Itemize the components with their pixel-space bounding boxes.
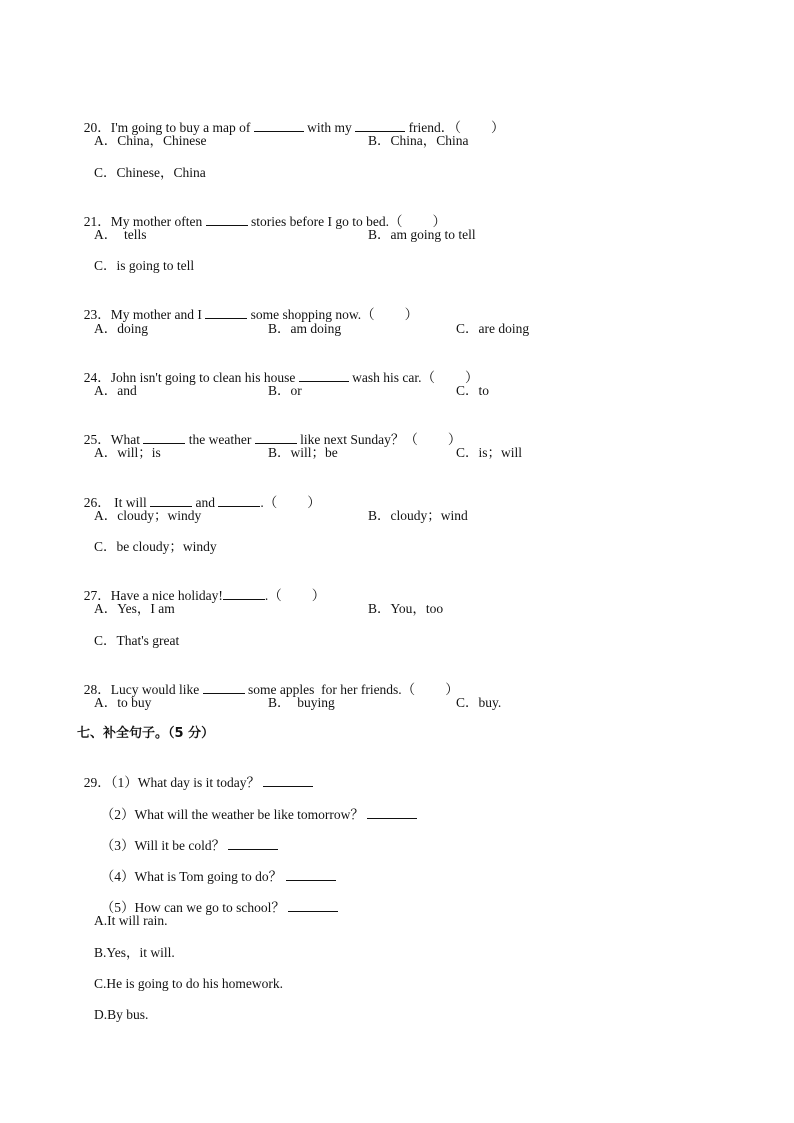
- option-a[interactable]: A．doing: [94, 321, 148, 336]
- question-28: 28．Lucy would like some apples for her friends.（ ）: [83, 682, 459, 697]
- answer-blank[interactable]: [367, 806, 417, 819]
- option-b[interactable]: B．China，China: [368, 133, 469, 148]
- option-b[interactable]: B．or: [268, 383, 302, 398]
- answer-blank[interactable]: [143, 431, 185, 444]
- question-25: 25．What the weather like next Sunday？（ ）: [83, 432, 462, 447]
- option-b[interactable]: B．am doing: [268, 321, 342, 336]
- answer-blank[interactable]: [150, 494, 192, 507]
- option-b[interactable]: B．am going to tell: [368, 227, 476, 242]
- option-b[interactable]: B．will；be: [268, 445, 338, 460]
- option-b[interactable]: B．cloudy；wind: [368, 508, 468, 523]
- sub-question: （2）What will the weather be like tomorrow？: [94, 788, 417, 824]
- answer-blank[interactable]: [206, 213, 248, 226]
- option-b[interactable]: B．You，too: [368, 601, 444, 616]
- answer-blank[interactable]: [205, 306, 247, 319]
- answer-blank[interactable]: [228, 837, 278, 850]
- option-c[interactable]: C．buy.: [456, 695, 502, 710]
- option-c[interactable]: C．be cloudy；windy: [94, 539, 217, 554]
- option-a[interactable]: A．cloudy；windy: [94, 508, 202, 523]
- answer-option: A.It will rain.: [94, 913, 168, 928]
- question-27: 27．Have a nice holiday! .（ ）: [83, 588, 326, 603]
- answer-blank[interactable]: [218, 494, 260, 507]
- sub-question: （3）Will it be cold？: [94, 819, 278, 855]
- answer-blank[interactable]: [355, 119, 405, 132]
- answer-blank[interactable]: [286, 868, 336, 881]
- sub-question: （4）What is Tom going to do？: [94, 850, 336, 886]
- question-26: 26． It will and .（ ）: [83, 495, 321, 510]
- answer-option: D.By bus.: [94, 1007, 149, 1022]
- section-title: 七、补全句子。（5 分）: [77, 726, 215, 741]
- option-a[interactable]: A． tells: [94, 227, 147, 242]
- answer-blank[interactable]: [288, 899, 338, 912]
- option-a[interactable]: A．will；is: [94, 445, 161, 460]
- answer-blank[interactable]: [203, 681, 245, 694]
- option-c[interactable]: C．to: [456, 383, 490, 398]
- sub-question: （5）How can we go to school？: [94, 881, 338, 917]
- answer-option: B.Yes，it will.: [94, 945, 175, 960]
- option-c[interactable]: C．are doing: [456, 321, 530, 336]
- answer-blank[interactable]: [299, 369, 349, 382]
- answer-blank[interactable]: [254, 119, 304, 132]
- answer-blank[interactable]: [255, 431, 297, 444]
- option-a[interactable]: A．and: [94, 383, 137, 398]
- answer-blank[interactable]: [223, 587, 265, 600]
- option-c[interactable]: C．Chinese，China: [94, 165, 206, 180]
- answer-option: C.He is going to do his homework.: [94, 976, 283, 991]
- answer-blank[interactable]: [263, 774, 313, 787]
- question-21: 21．My mother often stories before I go to bed.（ ）: [83, 214, 446, 229]
- option-a[interactable]: A．China，Chinese: [94, 133, 207, 148]
- option-a[interactable]: A．Yes，I am: [94, 601, 175, 616]
- question-29: 29．（1）What day is it today？: [77, 756, 313, 792]
- question-24: 24．John isn't going to clean his house wash his car.（ ）: [83, 370, 479, 385]
- question-20: 20．I'm going to buy a map of with my friend．（ ）: [83, 120, 505, 135]
- option-a[interactable]: A．to buy: [94, 695, 152, 710]
- option-b[interactable]: B． buying: [268, 695, 335, 710]
- option-c[interactable]: C．is going to tell: [94, 258, 195, 273]
- question-23: 23．My mother and I some shopping now.（ ）: [83, 307, 419, 322]
- option-c[interactable]: C．is；will: [456, 445, 523, 460]
- option-c[interactable]: C．That's great: [94, 633, 180, 648]
